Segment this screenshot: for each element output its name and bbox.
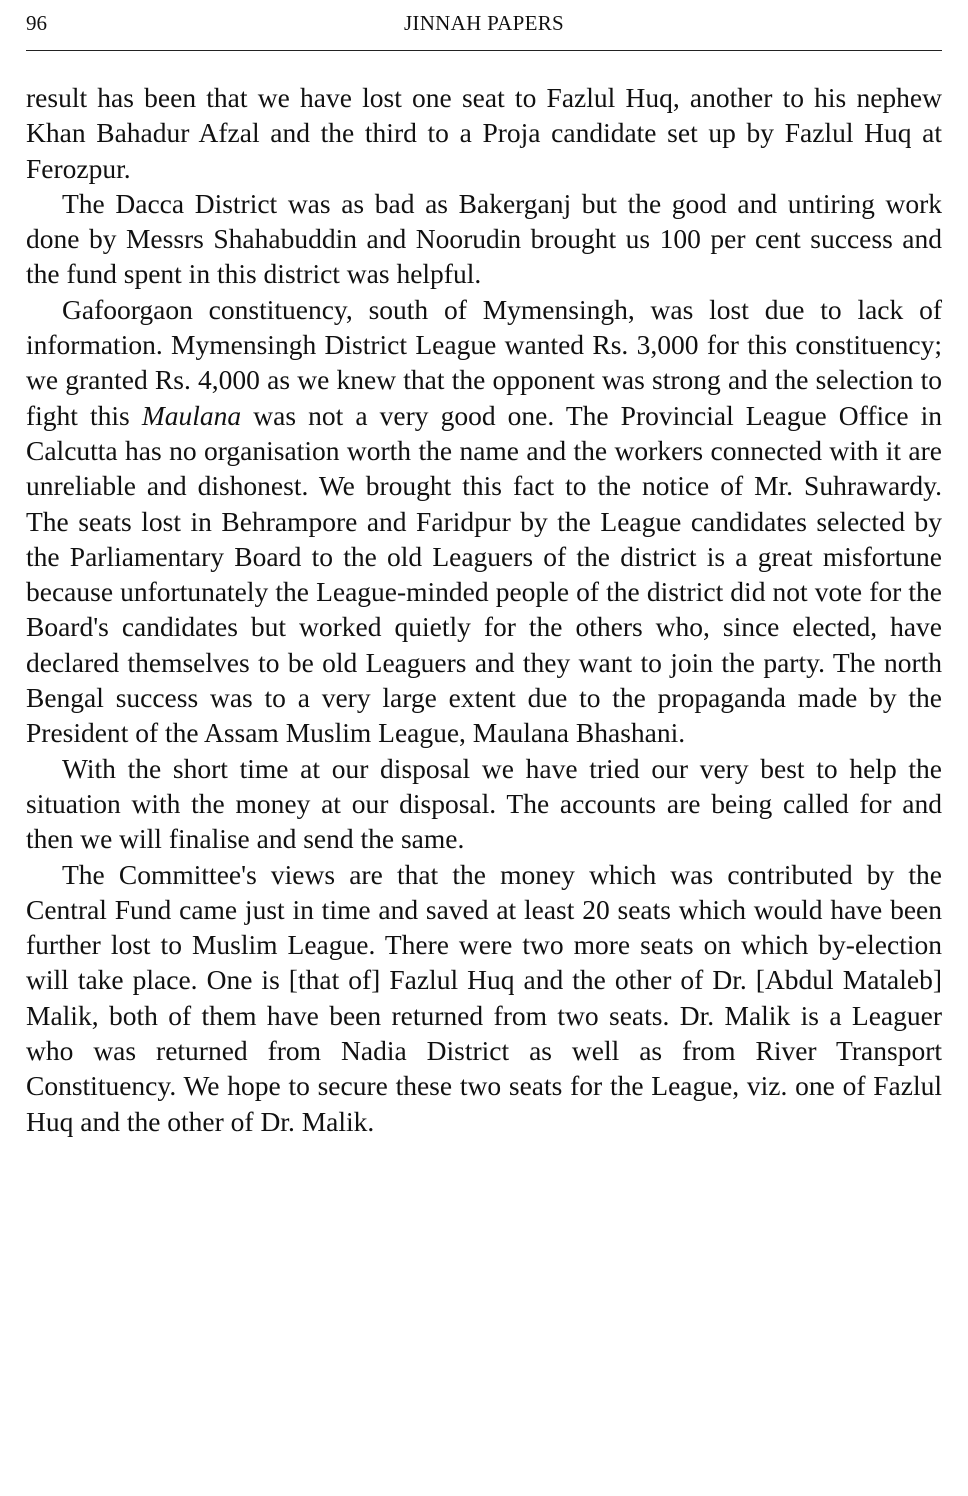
- running-head: [26, 8, 942, 38]
- paragraph-committee-views: The Committee's views are that the money which was contributed by the Central Fund came just in time and saved at least 20 seats which would have been further lost to Muslim League. There were two more seats on which by-election will take place. One is [that of] Fazlul Huq and the other of Dr. [Abdul Mataleb] Malik, both of them have been returned from two seats. Dr. Malik is a Leaguer who was returned from Nadia District as well as from River Transport Constituency. We hope to secure these two seats for the League, viz. one of Fazlul Huq and the other of Dr. Malik.: [26, 858, 942, 1137]
- paragraph-gafoorgaon-start: Gafoorgaon constituency, south of Mymensingh, was lost due to lack of information. Mymensingh District League wanted Rs. 3,000 for this constituency; we granted Rs. 4,000 as we knew that the opponent was strong and the selection to fight this: [26, 293, 942, 431]
- running-title: JINNAH PAPERS: [403, 11, 565, 35]
- page-number: 96: [26, 11, 47, 35]
- paragraph-short-time: With the short time at our disposal we have tried our very best to help the situation with the money at our disposal. The accounts are being called for and then we will finalise and send the same.: [26, 752, 942, 855]
- paragraph-gafoorgaon-rest: was not a very good one. The Provincial League Office in Calcutta has no organisation worth the name and the workers connected with it are unreliable and dishonest. We brought this fact to the notice of Mr. Suhrawardy. The seats lost in Behrampore and Faridpur by the League candidates selected by the Parliamentary Board to the old Leaguers of the district is a great misfortune because unfortunately the League-minded people of the district did not vote for the Board's candidates but worked quietly for the others who, since elected, have declared themselves to be old Leaguers and they want to join the party. The north Bengal success was to a very large extent due to the propaganda made by the President of the Assam Muslim League, Maulana Bhashani.: [26, 399, 943, 749]
- italic-maulana: Maulana: [141, 399, 242, 431]
- paragraph-gafoorgaon: [26, 292, 942, 751]
- header-rule: [26, 50, 942, 51]
- paragraph-dacca-district: The Dacca District was as bad as Bakerganj but the good and untiring work done by Messrs Shahabuddin and Noorudin brought us 100 per cent success and the fund spent in this district was helpful.: [26, 187, 942, 290]
- paragraph-continued: result has been that we have lost one seat to Fazlul Huq, another to his nephew Khan Bahadur Afzal and the third to a Proja candidate set up by Fazlul Huq at Ferozpur.: [26, 82, 942, 184]
- page-body: [26, 80, 942, 1139]
